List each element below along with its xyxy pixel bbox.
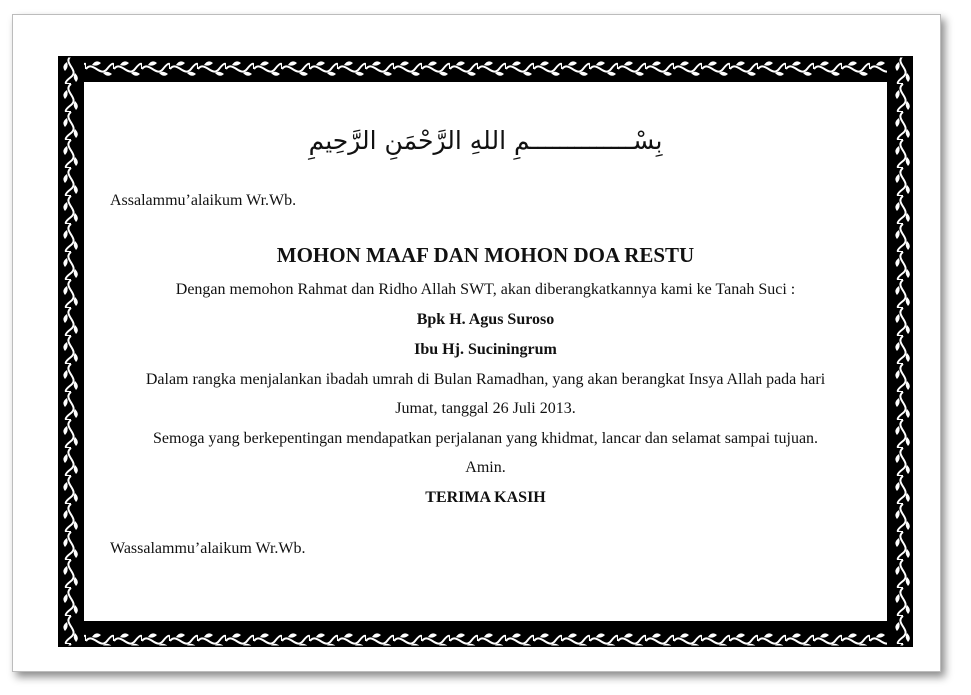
closing-greeting: Wassalammu’alaikum Wr.Wb. (110, 540, 306, 557)
card-title: MOHON MAAF DAN MOHON DOA RESTU (276, 243, 695, 267)
purpose-line-2: Jumat, tanggal 26 Juli 2013. (395, 400, 576, 417)
intro-line: Dengan memohon Rahmat dan Ridho Allah SWT, akan diberangkatkannya kami ke Tanah Suci : (175, 281, 796, 298)
amin-line: Amin. (465, 459, 506, 476)
wish-line: Semoga yang berkepentingan mendapatkan perjalanan yang khidmat, lancar dan selamat sampai tujuan. (152, 430, 819, 447)
bismillah-calligraphy: بِسْــــــــــــــمِ اللهِ الرَّحْمَنِ الرَّحِيمِ (308, 126, 663, 155)
thanks-line: TERIMA KASIH (425, 489, 546, 506)
opening-greeting: Assalammu’alaikum Wr.Wb. (110, 192, 297, 209)
traveler-name-1: Bpk H. Agus Suroso (416, 311, 555, 328)
invitation-card (84, 82, 887, 619)
traveler-name-2: Ibu Hj. Suciningrum (414, 341, 557, 358)
purpose-line-1: Dalam rangka menjalankan ibadah umrah di Bulan Ramadhan, yang akan berangkat Insya Allah pada hari (145, 371, 826, 388)
